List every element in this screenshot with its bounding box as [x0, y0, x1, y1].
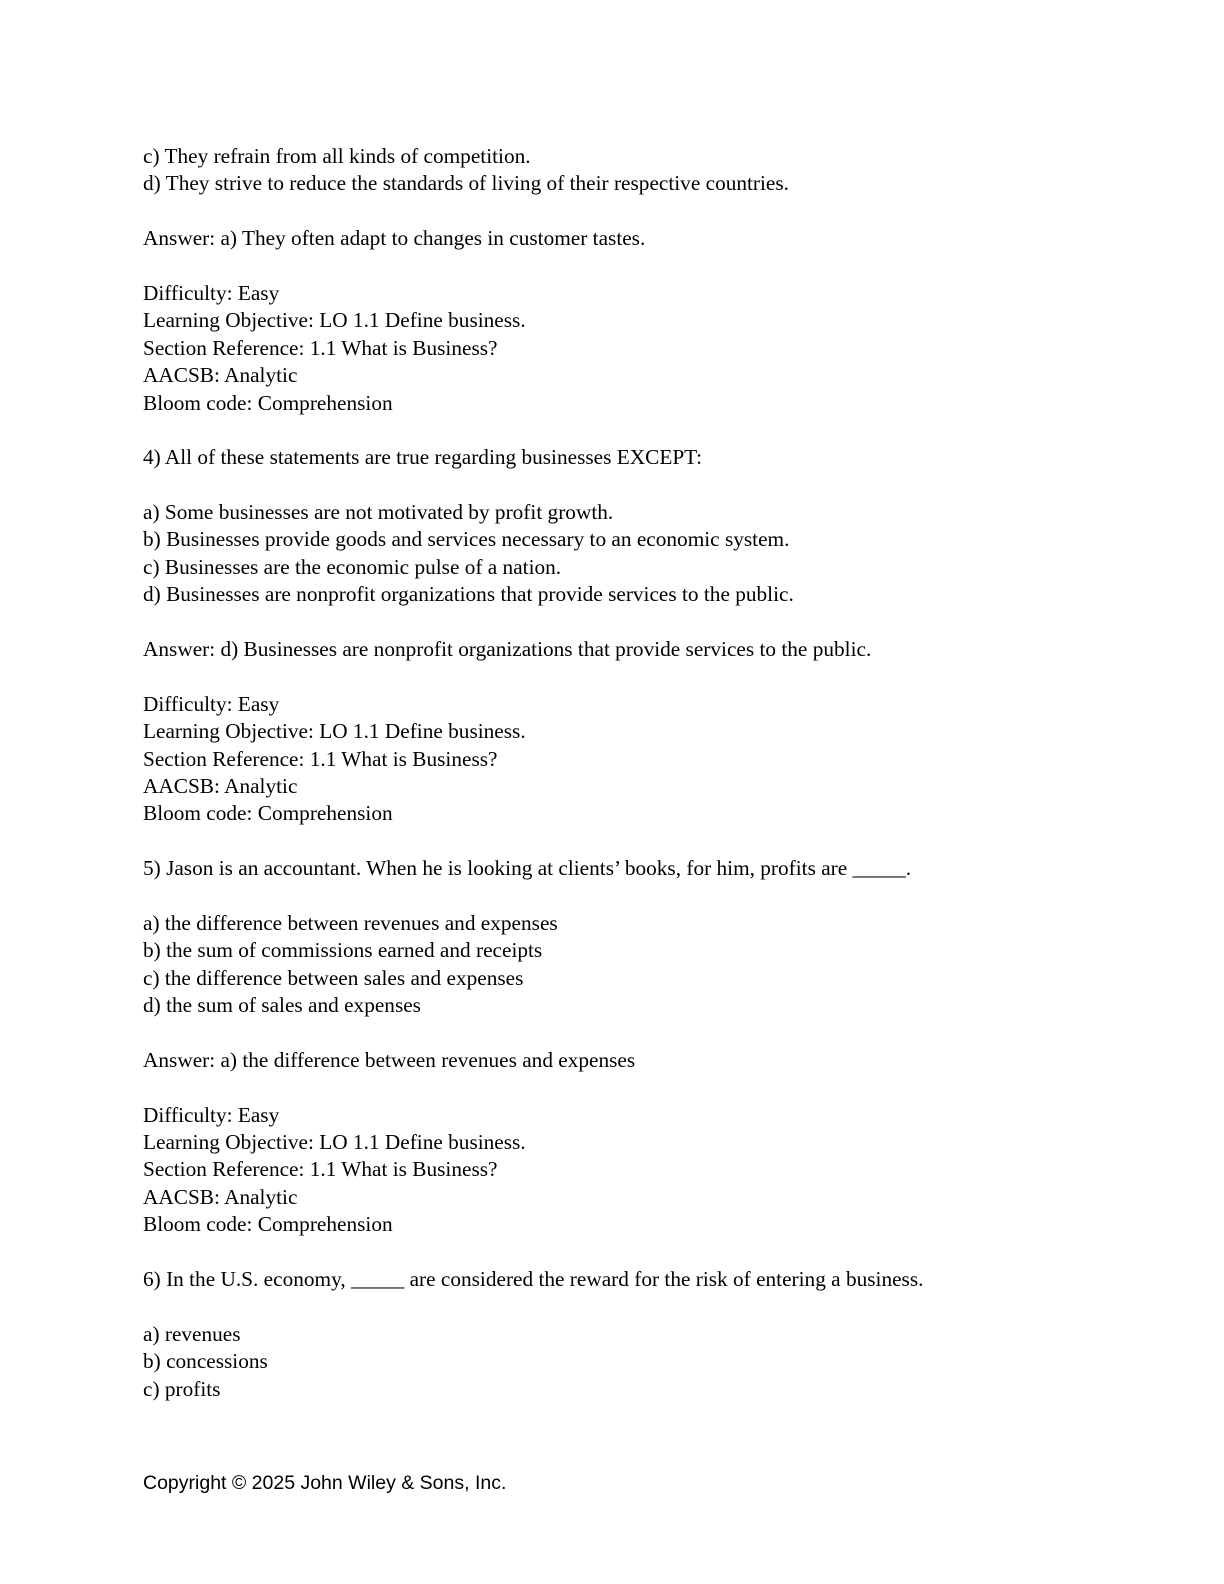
question-stem: 5) Jason is an accountant. When he is looking at clients’ books, for him, profits are _____. [143, 856, 912, 881]
option-b: b) concessions [143, 1349, 268, 1374]
answer-line: Answer: d) Businesses are nonprofit organizations that provide services to the public. [143, 637, 872, 662]
answer-line: Answer: a) They often adapt to changes in customer tastes. [143, 226, 646, 251]
page-content [143, 143, 1103, 1403]
option-d: d) Businesses are nonprofit organizations that provide services to the public. [143, 582, 794, 607]
difficulty-line: Difficulty: Easy [143, 691, 280, 716]
option-d: d) They strive to reduce the standards of living of their respective countries. [143, 171, 789, 196]
section-reference-line: Section Reference: 1.1 What is Business? [143, 1157, 498, 1182]
option-a: a) the difference between revenues and expenses [143, 910, 558, 935]
option-a: a) revenues [143, 1321, 241, 1346]
question-3-continued [143, 143, 1103, 417]
question-4 [143, 444, 1103, 827]
question-5 [143, 855, 1103, 1238]
aacsb-line: AACSB: Analytic [143, 773, 298, 798]
difficulty-line: Difficulty: Easy [143, 280, 280, 305]
learning-objective-line: Learning Objective: LO 1.1 Define business. [143, 308, 526, 333]
learning-objective-line: Learning Objective: LO 1.1 Define business. [143, 1130, 526, 1155]
answer-line: Answer: a) the difference between revenues and expenses [143, 1047, 636, 1072]
section-reference-line: Section Reference: 1.1 What is Business? [143, 746, 498, 771]
option-a: a) Some businesses are not motivated by profit growth. [143, 500, 614, 525]
option-d: d) the sum of sales and expenses [143, 993, 421, 1018]
question-stem: 6) In the U.S. economy, _____ are considered the reward for the risk of entering a business. [143, 1267, 924, 1292]
bloom-code-line: Bloom code: Comprehension [143, 801, 393, 826]
option-b: b) the sum of commissions earned and receipts [143, 938, 543, 963]
learning-objective-line: Learning Objective: LO 1.1 Define business. [143, 719, 526, 744]
question-6 [143, 1266, 1103, 1403]
bloom-code-line: Bloom code: Comprehension [143, 1212, 393, 1237]
section-reference-line: Section Reference: 1.1 What is Business? [143, 335, 498, 360]
option-b: b) Businesses provide goods and services necessary to an economic system. [143, 527, 790, 552]
difficulty-line: Difficulty: Easy [143, 1102, 280, 1127]
copyright-footer: Copyright © 2025 John Wiley & Sons, Inc. [143, 1472, 507, 1494]
option-c: c) the difference between sales and expenses [143, 965, 524, 990]
option-c: c) profits [143, 1376, 221, 1401]
option-c: c) Businesses are the economic pulse of a nation. [143, 554, 562, 579]
option-c: c) They refrain from all kinds of competition. [143, 144, 531, 168]
aacsb-line: AACSB: Analytic [143, 1184, 298, 1209]
question-stem: 4) All of these statements are true regarding businesses EXCEPT: [143, 445, 703, 470]
aacsb-line: AACSB: Analytic [143, 363, 298, 388]
bloom-code-line: Bloom code: Comprehension [143, 390, 393, 415]
